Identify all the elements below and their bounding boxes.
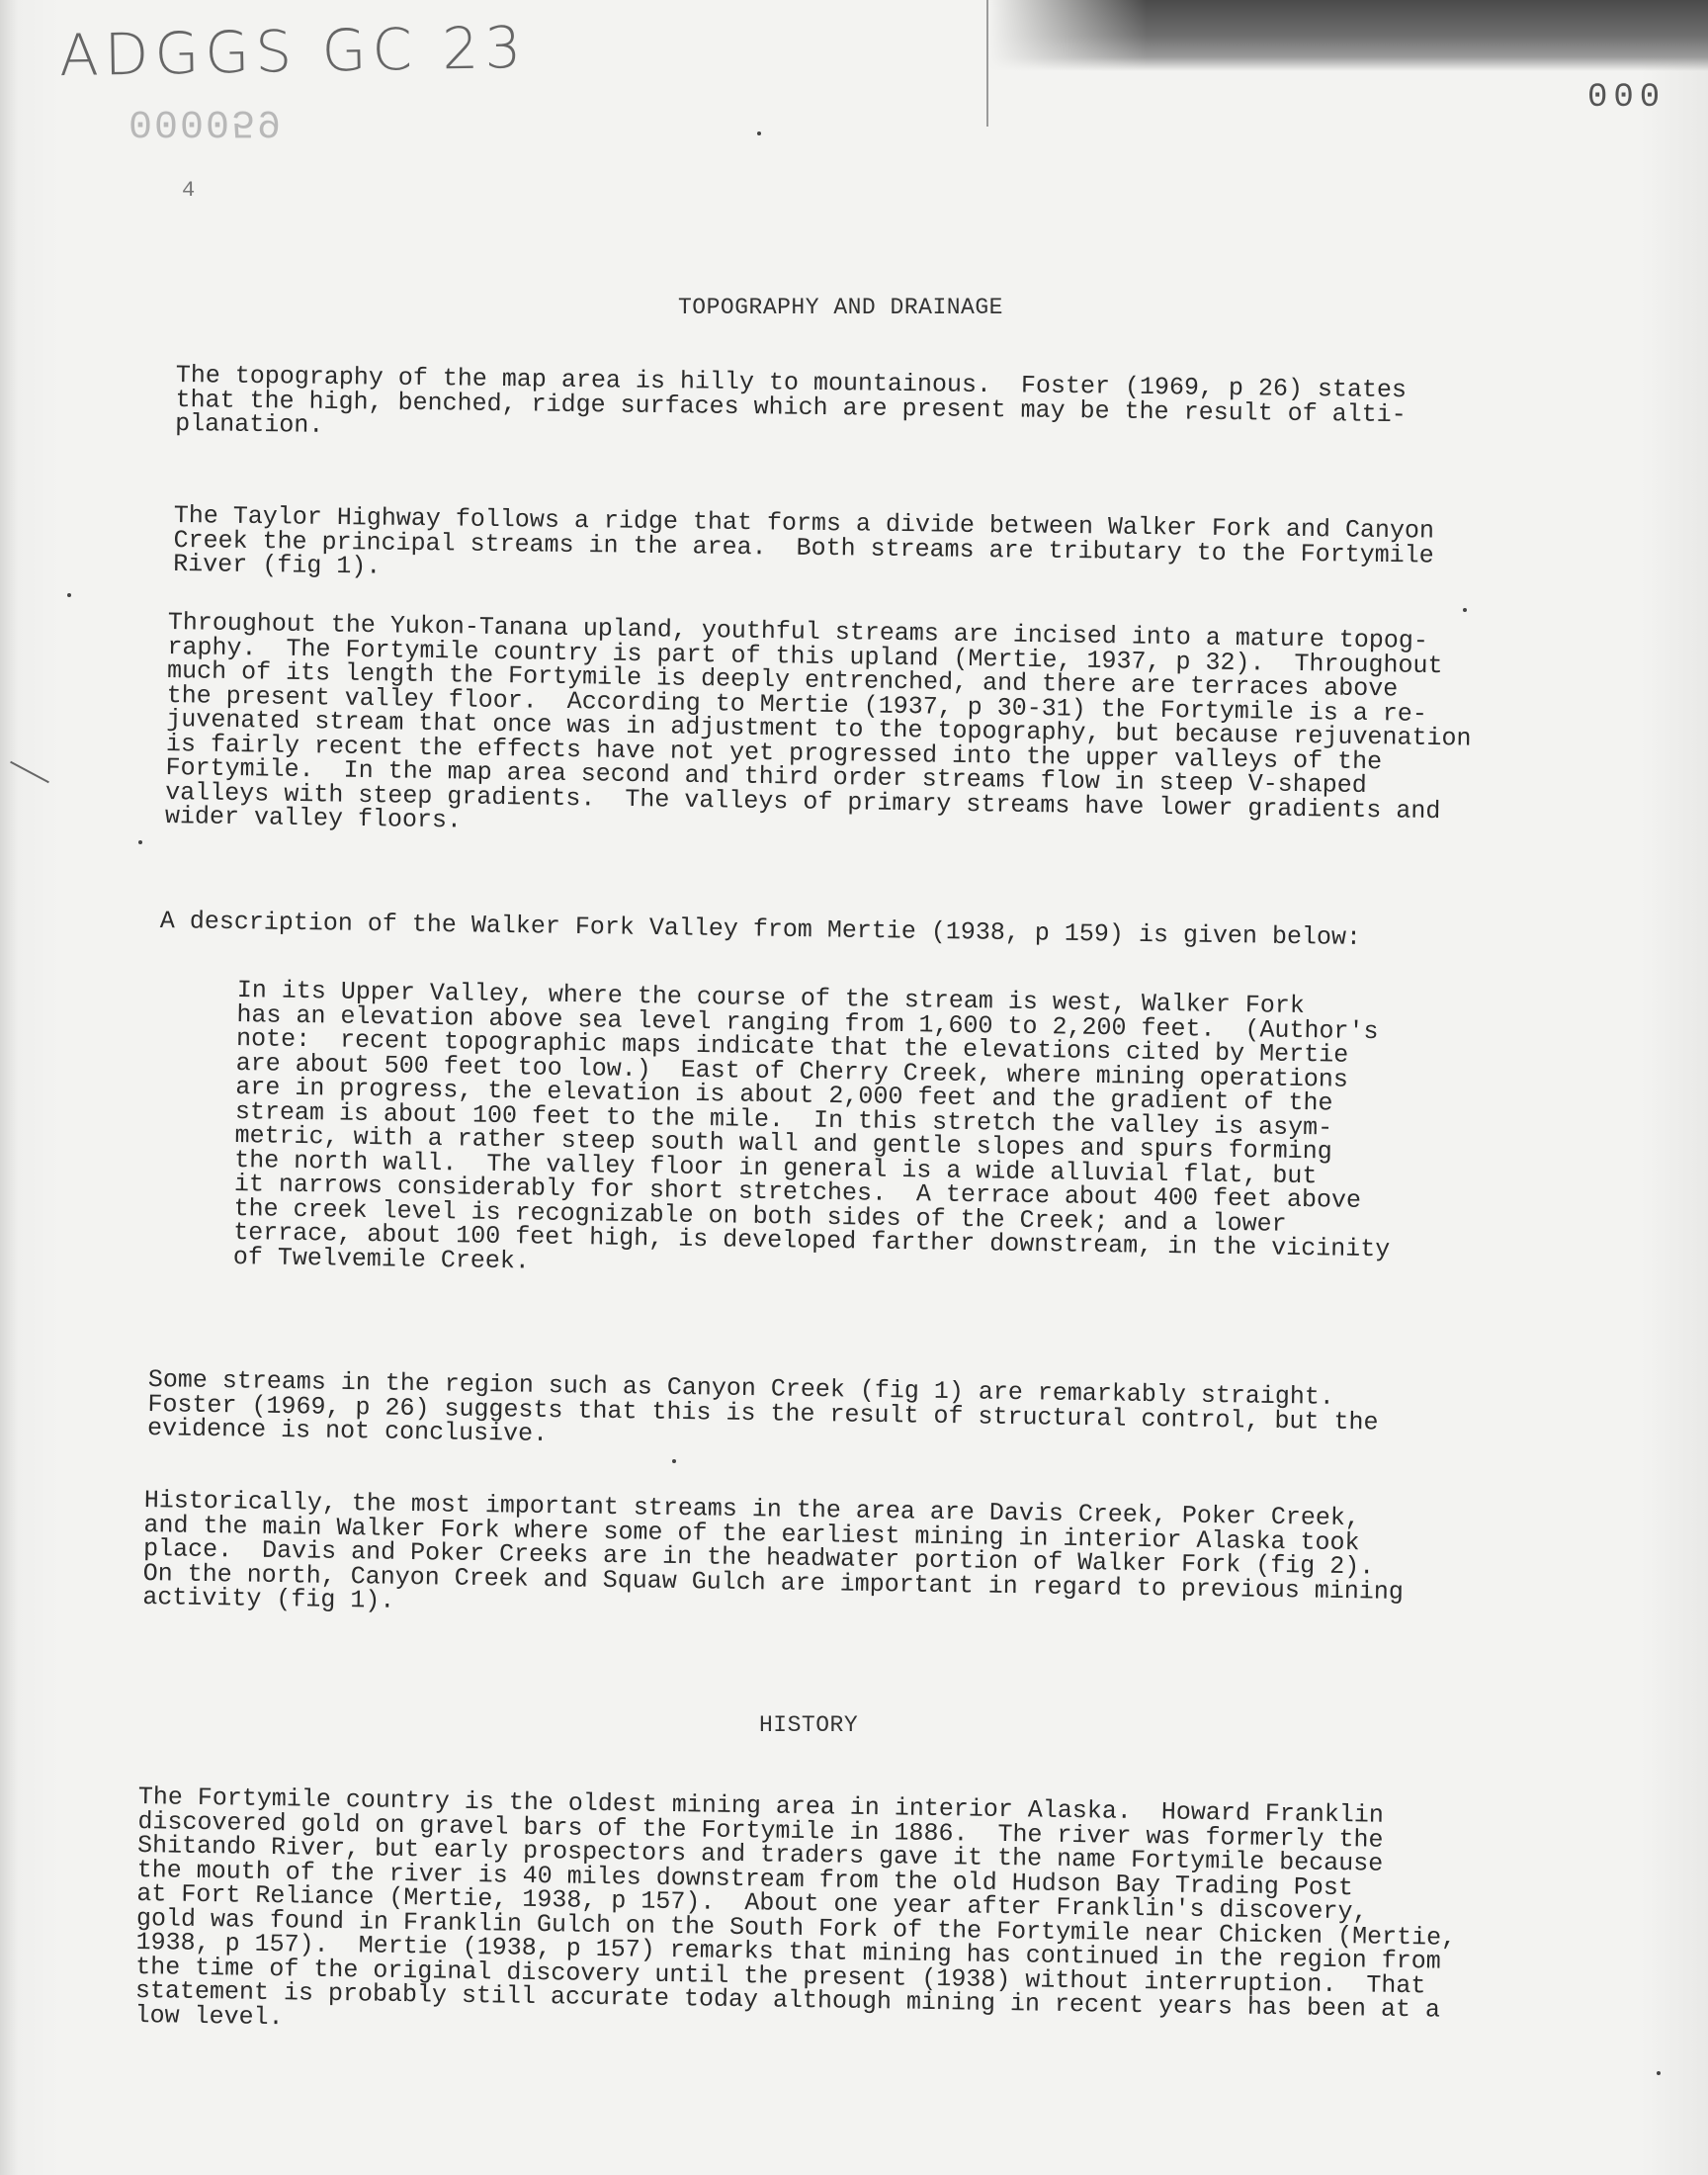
scan-edge-line (986, 0, 988, 127)
scan-mark (10, 761, 49, 783)
corner-digits: 000 (1587, 79, 1666, 117)
scan-speck (1463, 608, 1467, 612)
paragraph-canyon-creek: Some streams in the region such as Canyon Creek (fig 1) are remarkably straight. Foster (1969, p 26) suggests that this is the result of structural control, but the evidence is not conclusive. (146, 1365, 1379, 1449)
scan-speck (672, 1459, 676, 1463)
scan-speck (138, 840, 142, 844)
scan-speck (67, 593, 71, 597)
page-number: 4 (182, 178, 196, 203)
scan-speck (1657, 2071, 1661, 2075)
paragraph-walker-fork-intro: A description of the Walker Fork Valley from Mertie (1938, p 159) is given below: (159, 907, 1362, 952)
paragraph-yukon-tanana: Throughout the Yukon-Tanana upland, youthful streams are incised into a mature topog- raphy. The Fortymile country is part of this upland (Mertie, 1937, p 32). Throughout much of its length the Fortymile is deeply entrenched, and there are terraces above the present valley floor. According to Mertie (1937, p 30-31) the Fortymile is a re- juvenated stream that once was in adjustment to the topography, but because rejuvenation is fairly recent the effects have not yet progressed into the upper valleys of the Fortymile. In the map area second and third order streams flow in steep V-shaped valleys with steep gradients. The valleys of primary streams have lower gradients and wider valley floors. (164, 608, 1472, 835)
scan-speck (757, 131, 761, 135)
bleedthrough-stamp: 000059 (128, 99, 284, 143)
section-title-history: HISTORY (759, 1712, 859, 1738)
scan-shadow-fade (988, 0, 1147, 71)
paragraph-topography-1: The topography of the map area is hilly to mountainous. Foster (1969, p 26) states that the high, benched, ridge surfaces which are present may be the result of alti- planation. (175, 361, 1408, 440)
block-quote-mertie: In its Upper Valley, where the course of the stream is west, Walker Fork has an elevation above sea level ranging from 1,600 to 2,200 feet. (Author's note: recent topographic maps indicate that the elevations cited by Mertie are about 500 feet too low.) East of Cherry Creek, where mining operations are in progress, the elevation is about 2,000 feet and the gradient of the stream is about 100 feet to the mile. In this stretch the valley is asym- metric, with a rather steep south wall and gentle slopes and spurs forming the north wall. The valley floor in general is a wide alluvial flat, but it narrows considerably for short stretches. A terrace about 400 feet above the creek level is recognizable on both sides of the Creek; and a lower terrace, about 100 feet high, is developed farther downstream, in the vicinity of Twelvemile Creek. (232, 976, 1391, 1275)
section-title-topography: TOPOGRAPHY AND DRAINAGE (678, 295, 1003, 320)
paragraph-historic-streams: Historically, the most important streams in the area are Davis Creek, Poker Creek, and the main Walker Fork where some of the earliest mining in interior Alaska took place. Davis and Poker Creeks are in the headwater portion of Walker Fork (fig 2). On the north, Canyon Creek and Squaw Gulch are important in regard to previous mining activity (fig 1). (142, 1486, 1405, 1615)
archive-label: ADGGS GC 23 (58, 13, 528, 90)
paragraph-taylor-highway: The Taylor Highway follows a ridge that forms a divide between Walker Fork and Canyon Creek the principal streams in the area. Both streams are tributary to the Fortymile River (fig 1). (173, 501, 1435, 581)
paragraph-history: The Fortymile country is the oldest mining area in interior Alaska. Howard Franklin discovered gold on gravel bars of the Fortymile in 1886. The river was formerly the Shitando River, but early prospectors and traders gave it the name Fortymile because the mouth of the river is 40 miles downstream from the old Hudson Bay Trading Post at Fort Reliance (Mertie, 1938, p 157). About one year after Franklin's discovery, gold was found in Franklin Gulch on the South Fork of the Fortymile near Chicken (Mertie, 1938, p 157). Mertie (1938, p 157) remarks that mining has continued in the region from the time of the original discovery until the present (1938) without interruption. That statement is probably still accurate today although mining in recent years has been at a low level. (134, 1783, 1457, 2032)
